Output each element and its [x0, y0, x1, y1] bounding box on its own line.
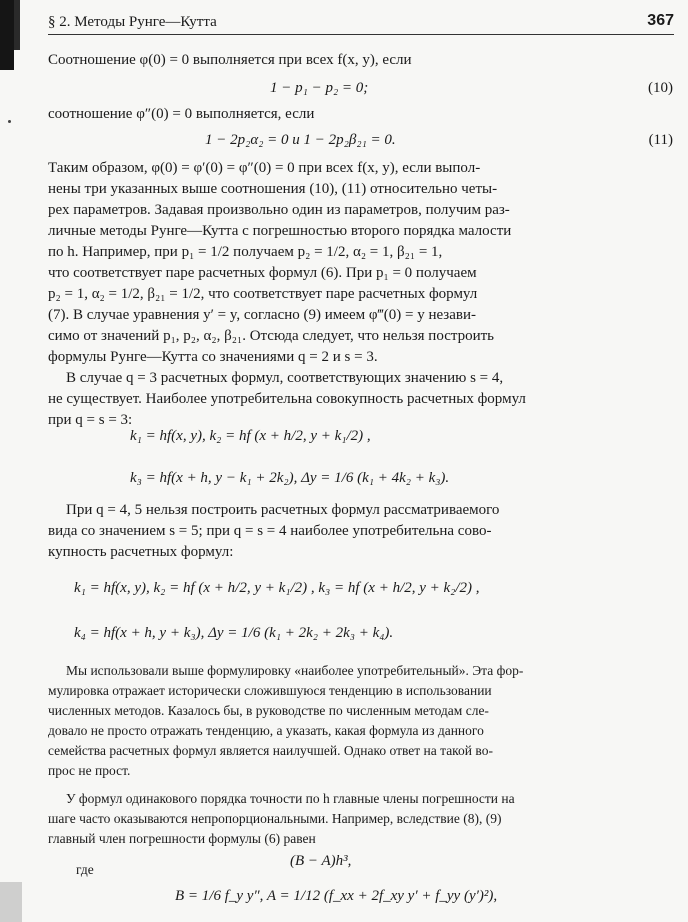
equation-number: (11): [648, 132, 673, 148]
text-line: Соотношение φ(0) = 0 выполняется при всех f(x, y), если: [48, 52, 412, 68]
text-line: вида со значением s = 5; при q = s = 4 наиболее употребительна сово-: [48, 523, 492, 539]
text-line: не существует. Наиболее употребительна совокупность расчетных формул: [48, 391, 526, 407]
text-line: В случае q = 3 расчетных формул, соответствующих значению s = 4,: [66, 370, 504, 386]
text-line: по h. Например, при p₁ = 1/2 получаем p₂ = 1/2, α₂ = 1, β₂₁ = 1,: [48, 244, 443, 260]
page-number: 367: [647, 12, 674, 29]
text-line: что соответствует паре расчетных формул (6). При p₁ = 0 получаем: [48, 265, 477, 281]
text-line: численных методов. Казалось бы, в руководстве по численным методам сле-: [48, 703, 489, 718]
running-header: [48, 10, 674, 35]
text-line: У формул одинакового порядка точности по h главные члены погрешности на: [66, 791, 515, 806]
text-line: симо от значений p₁, p₂, α₂, β₂₁. Отсюда следует, что нельзя построить: [48, 328, 495, 344]
formula-error-term: (B − A)h³,: [290, 853, 352, 869]
scan-speck: [8, 120, 11, 123]
text-line: личные методы Рунге—Кутта с погрешностью второго порядка малости: [48, 223, 512, 239]
formula-k-s3-line1: k₁ = hf(x, y), k₂ = hf (x + h/2, y + k₁/2) ,: [130, 428, 371, 444]
section-title: § 2. Методы Рунге—Кутта: [48, 14, 217, 30]
equation-number: (10): [648, 80, 673, 96]
formula-k-s4-line1: k₁ = hf(x, y), k₂ = hf (x + h/2, y + k₁/2) , k₃ = hf (x + h/2, y + k₂/2) ,: [74, 580, 480, 596]
text-line: При q = 4, 5 нельзя построить расчетных формул рассматриваемого: [66, 502, 500, 518]
text-line: нены три указанных выше соотношения (10), (11) относительно четы-: [48, 181, 498, 197]
text-line: p₂ = 1, α₂ = 1/2, β₂₁ = 1/2, что соответствует паре расчетных формул: [48, 286, 478, 302]
text-line: формулы Рунге—Кутта со значениями q = 2 и s = 3.: [48, 349, 378, 365]
text-line: довало не просто отражать тенденцию, а указать, какая формула из данного: [48, 723, 484, 738]
text-line: семейства расчетных формул является наилучшей. Однако ответ на такой во-: [48, 743, 493, 758]
equation-11: 1 − 2p₂α₂ = 0 и 1 − 2p₂β₂₁ = 0.: [205, 132, 396, 148]
text-line: где: [76, 862, 94, 877]
text-line: мулировка отражает исторически сложившуюся тенденцию в использовании: [48, 683, 492, 698]
formula-k-s3-line2: k₃ = hf(x + h, y − k₁ + 2k₂), Δy = 1/6 (k₁ + 4k₂ + k₃).: [130, 470, 450, 486]
text-line: Мы использовали выше формулировку «наиболее употребительный». Эта фор-: [66, 663, 524, 678]
formula-k-s4-line2: k₄ = hf(x + h, y + k₃), Δy = 1/6 (k₁ + 2k₂ + 2k₃ + k₄).: [74, 625, 394, 641]
text-line: главный член погрешности формулы (6) равен: [48, 831, 316, 846]
text-line: при q = s = 3:: [48, 412, 133, 428]
text-line: прос не прост.: [48, 763, 131, 778]
text-line: купность расчетных формул:: [48, 544, 234, 560]
equation-10: 1 − p₁ − p₂ = 0;: [270, 80, 369, 96]
text-line: шаге часто оказываются непропорциональными. Например, вследствие (8), (9): [48, 811, 502, 826]
text-line: соотношение φ″(0) = 0 выполняется, если: [48, 106, 315, 122]
scan-edge-blob: [0, 882, 22, 922]
text-line: рех параметров. Задавая произвольно один из параметров, получим раз-: [48, 202, 510, 218]
scan-edge-shadow-tail: [14, 0, 20, 50]
formula-B-A: B = 1/6 f_y y″, A = 1/12 (f_xx + 2f_xy y′ + f_yy (y′)²),: [175, 888, 498, 904]
text-line: (7). В случае уравнения y′ = y, согласно (9) имеем φ‴(0) = y незави-: [48, 307, 476, 323]
scan-edge-shadow: [0, 0, 14, 70]
text-line: Таким образом, φ(0) = φ′(0) = φ″(0) = 0 при всех f(x, y), если выпол-: [48, 160, 481, 176]
